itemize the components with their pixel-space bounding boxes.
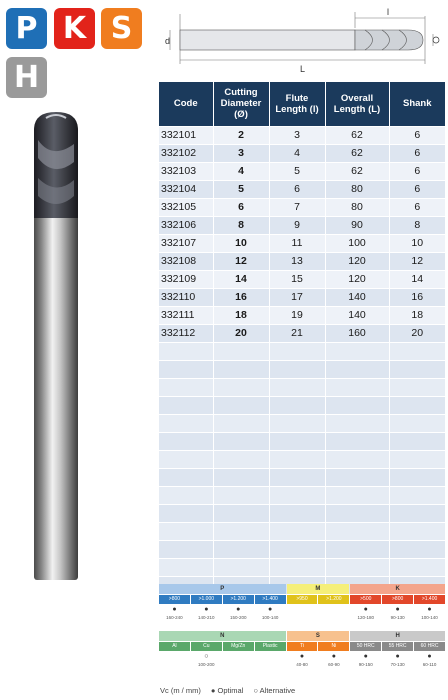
suitability-marker <box>287 605 318 614</box>
table-row <box>159 252 445 270</box>
cell-overall-length <box>325 396 389 414</box>
cell-shank: 6 <box>389 198 445 216</box>
cell-overall-length: 100 <box>325 234 389 252</box>
cell-diameter: 10 <box>213 234 269 252</box>
cell-diameter: 2 <box>213 126 269 144</box>
cell-shank: 6 <box>389 126 445 144</box>
suitability-marker: ● <box>363 606 368 613</box>
cell-flute-length: 17 <box>269 288 325 306</box>
cell-code <box>159 558 213 576</box>
material-subgroup: >1.400 <box>414 595 445 604</box>
cell-flute-length <box>269 450 325 468</box>
header-code: Code <box>159 82 213 126</box>
cell-overall-length: 90 <box>325 216 389 234</box>
cell-overall-length: 120 <box>325 270 389 288</box>
material-group-h: H <box>350 631 445 641</box>
table-row-empty <box>159 504 445 522</box>
table-row-empty <box>159 432 445 450</box>
cell-code: 332111 <box>159 306 213 324</box>
dim-L: L <box>300 64 306 74</box>
cell-diameter <box>213 504 269 522</box>
cell-code: 332110 <box>159 288 213 306</box>
cell-flute-length <box>269 558 325 576</box>
cell-code: 332108 <box>159 252 213 270</box>
cell-diameter: 3 <box>213 144 269 162</box>
material-subgroup: >800 <box>159 595 190 604</box>
suitability-marker: ○ <box>204 653 209 660</box>
cell-flute-length: 5 <box>269 162 325 180</box>
cell-diameter <box>213 378 269 396</box>
cell-code: 332102 <box>159 144 213 162</box>
material-subgroup: Al <box>159 642 190 651</box>
suitability-marker: ● <box>427 606 432 613</box>
cell-diameter: 6 <box>213 198 269 216</box>
cutting-speed-range: 100-140 <box>261 615 279 620</box>
cell-shank: 6 <box>389 180 445 198</box>
cell-overall-length: 120 <box>325 252 389 270</box>
suitability-marker: ● <box>363 653 368 660</box>
dim-diameter-icon <box>433 37 439 43</box>
material-subgroup: Ti <box>287 642 318 651</box>
cell-overall-length <box>325 486 389 504</box>
material-subgroup: Ni <box>318 642 349 651</box>
cell-diameter <box>213 414 269 432</box>
table-header-row <box>159 82 445 126</box>
cell-shank: 16 <box>389 288 445 306</box>
cell-code: 332112 <box>159 324 213 342</box>
spec-table <box>159 82 445 594</box>
material-subgroup: Plastic <box>255 642 286 651</box>
cell-diameter: 8 <box>213 216 269 234</box>
table-row <box>159 180 445 198</box>
cell-diameter <box>213 486 269 504</box>
cell-diameter <box>213 558 269 576</box>
cell-flute-length <box>269 360 325 378</box>
header-shank: Shank <box>389 82 445 126</box>
material-subgroup: Cu <box>191 642 222 651</box>
cutting-speed-range: 90-130 <box>390 615 405 620</box>
material-group-p: P <box>159 584 286 594</box>
cell-diameter: 18 <box>213 306 269 324</box>
cutting-speed-range: 70-130 <box>390 662 405 667</box>
cell-shank <box>389 378 445 396</box>
cutting-speed-range: 160-240 <box>166 615 183 620</box>
suitability-marker: ● <box>172 606 177 613</box>
cell-flute-length <box>269 432 325 450</box>
cell-flute-length: 15 <box>269 270 325 288</box>
cutting-speed-range: 40-80 <box>296 662 308 667</box>
cell-overall-length <box>325 342 389 360</box>
cell-shank <box>389 396 445 414</box>
cell-shank <box>389 342 445 360</box>
cell-overall-length <box>325 522 389 540</box>
cell-code: 332101 <box>159 126 213 144</box>
ball-end-mill-photo <box>26 100 86 585</box>
cell-overall-length <box>325 540 389 558</box>
cell-shank <box>389 522 445 540</box>
table-row <box>159 126 445 144</box>
table-row <box>159 288 445 306</box>
material-group-m: M <box>287 584 350 594</box>
table-row-empty <box>159 378 445 396</box>
cutting-speed-range <box>223 661 254 668</box>
cell-overall-length: 80 <box>325 180 389 198</box>
header-overall-length: Overall Length (L) <box>325 82 389 126</box>
cell-code: 332107 <box>159 234 213 252</box>
material-subgroup: >950 <box>287 595 318 604</box>
cell-diameter: 5 <box>213 180 269 198</box>
table-row <box>159 216 445 234</box>
cell-flute-length <box>269 396 325 414</box>
legend <box>160 686 303 695</box>
cell-diameter <box>213 360 269 378</box>
cell-diameter: 16 <box>213 288 269 306</box>
suitability-marker: ● <box>395 606 400 613</box>
cell-shank <box>389 432 445 450</box>
table-row-empty <box>159 360 445 378</box>
cell-code <box>159 414 213 432</box>
cell-shank <box>389 414 445 432</box>
material-badge-s: S <box>101 8 142 49</box>
suitability-marker: ● <box>204 606 209 613</box>
table-row-empty <box>159 540 445 558</box>
cutting-speed-range: 90-150 <box>358 662 373 667</box>
cell-flute-length <box>269 486 325 504</box>
cell-overall-length: 62 <box>325 126 389 144</box>
cell-flute-length: 9 <box>269 216 325 234</box>
suitability-marker: ● <box>299 653 305 660</box>
cutting-speed-range <box>318 614 349 621</box>
cell-flute-length: 19 <box>269 306 325 324</box>
table-row-empty <box>159 468 445 486</box>
cell-diameter: 4 <box>213 162 269 180</box>
cutting-speed-range: 120-180 <box>357 615 375 620</box>
cutting-speed-range: 140-210 <box>198 615 215 620</box>
legend-alternative: ○ Alternative <box>253 686 296 695</box>
cutting-speed-range <box>255 661 286 668</box>
cell-flute-length: 21 <box>269 324 325 342</box>
cell-shank <box>389 468 445 486</box>
cell-overall-length: 140 <box>325 288 389 306</box>
cell-diameter: 12 <box>213 252 269 270</box>
cell-shank <box>389 450 445 468</box>
table-row-empty <box>159 396 445 414</box>
cell-diameter <box>213 540 269 558</box>
legend-vc: Vc (m / mm) <box>160 686 201 695</box>
material-subgroup: >800 <box>382 595 413 604</box>
cell-flute-length: 7 <box>269 198 325 216</box>
cell-shank <box>389 504 445 522</box>
material-group-n: N <box>159 631 286 641</box>
cell-code: 332109 <box>159 270 213 288</box>
cell-code <box>159 468 213 486</box>
material-subgroup: >1.200 <box>223 595 254 604</box>
table-row <box>159 270 445 288</box>
material-badge-k: K <box>54 8 95 49</box>
legend-optimal: ● Optimal <box>210 686 244 695</box>
table-row <box>159 234 445 252</box>
cell-shank <box>389 540 445 558</box>
material-group-k: K <box>350 584 445 594</box>
cell-overall-length <box>325 432 389 450</box>
cell-overall-length: 80 <box>325 198 389 216</box>
table-row <box>159 144 445 162</box>
suitability-marker: ● <box>236 606 241 613</box>
header-cutting-diameter: Cutting Diameter (Ø) <box>213 82 269 126</box>
table-row <box>159 198 445 216</box>
cell-shank: 8 <box>389 216 445 234</box>
table-row-empty <box>159 414 445 432</box>
cutting-speed-range <box>159 661 190 668</box>
cell-shank <box>389 558 445 576</box>
cutting-speed-range: 60-110 <box>422 662 437 667</box>
suitability-marker <box>159 652 190 661</box>
cell-overall-length: 160 <box>325 324 389 342</box>
cutting-speed-range: 100-200 <box>198 662 215 667</box>
cell-flute-length: 13 <box>269 252 325 270</box>
material-badge-p: P <box>6 8 47 49</box>
cell-diameter <box>213 450 269 468</box>
material-subgroup: 60 HRC <box>414 642 445 651</box>
cell-shank: 10 <box>389 234 445 252</box>
table-row-empty <box>159 522 445 540</box>
table-row-empty <box>159 450 445 468</box>
cell-diameter <box>213 468 269 486</box>
cell-shank: 14 <box>389 270 445 288</box>
cell-code <box>159 360 213 378</box>
cell-diameter: 20 <box>213 324 269 342</box>
suitability-marker <box>255 652 286 661</box>
cell-overall-length <box>325 378 389 396</box>
technical-drawing <box>160 4 445 76</box>
cell-code: 332106 <box>159 216 213 234</box>
cell-code <box>159 342 213 360</box>
header-flute-length: Flute Length (l) <box>269 82 325 126</box>
cell-overall-length <box>325 360 389 378</box>
cell-code <box>159 522 213 540</box>
cell-flute-length <box>269 342 325 360</box>
cutting-speed-range: 100-140 <box>421 615 438 620</box>
cell-shank: 20 <box>389 324 445 342</box>
cell-shank: 12 <box>389 252 445 270</box>
cell-overall-length: 62 <box>325 144 389 162</box>
table-row <box>159 306 445 324</box>
material-subgroup: >1.200 <box>318 595 349 604</box>
cell-flute-length: 3 <box>269 126 325 144</box>
cell-code <box>159 432 213 450</box>
cell-shank: 6 <box>389 144 445 162</box>
cell-diameter <box>213 432 269 450</box>
cell-code: 332104 <box>159 180 213 198</box>
cell-code: 332105 <box>159 198 213 216</box>
suitability-marker <box>318 605 349 614</box>
cell-code <box>159 378 213 396</box>
cell-overall-length <box>325 558 389 576</box>
suitability-marker: ● <box>267 606 273 613</box>
cell-flute-length <box>269 522 325 540</box>
cell-flute-length <box>269 468 325 486</box>
cell-code <box>159 396 213 414</box>
cutting-speed-range <box>287 614 318 621</box>
cell-overall-length <box>325 468 389 486</box>
cell-code <box>159 504 213 522</box>
cutting-speed-range: 60-90 <box>328 662 340 667</box>
material-subgroup: >1.400 <box>255 595 286 604</box>
cell-flute-length <box>269 540 325 558</box>
material-badge-h: H <box>6 57 47 98</box>
cutting-speed-range: 150-200 <box>229 615 247 620</box>
cell-shank: 18 <box>389 306 445 324</box>
material-grid-2 <box>159 631 446 679</box>
cell-code <box>159 540 213 558</box>
cell-overall-length <box>325 450 389 468</box>
suitability-marker: ● <box>427 653 432 660</box>
cell-shank <box>389 486 445 504</box>
cell-flute-length: 11 <box>269 234 325 252</box>
cell-code <box>159 450 213 468</box>
material-subgroup: 55 HRC <box>382 642 413 651</box>
suitability-marker: ● <box>331 653 336 660</box>
cell-shank <box>389 360 445 378</box>
cell-overall-length: 140 <box>325 306 389 324</box>
cell-diameter: 14 <box>213 270 269 288</box>
dim-l: l <box>387 7 389 17</box>
cell-code: 332103 <box>159 162 213 180</box>
suitability-marker <box>223 652 254 661</box>
material-subgroup: >500 <box>350 595 381 604</box>
table-row-empty <box>159 558 445 576</box>
cell-flute-length <box>269 504 325 522</box>
cell-flute-length: 6 <box>269 180 325 198</box>
cell-diameter <box>213 396 269 414</box>
cell-shank: 6 <box>389 162 445 180</box>
table-row <box>159 162 445 180</box>
cell-overall-length: 62 <box>325 162 389 180</box>
cell-code <box>159 486 213 504</box>
table-row <box>159 324 445 342</box>
material-subgroup: >1.000 <box>191 595 222 604</box>
material-group-s: S <box>287 631 350 641</box>
material-subgroup: Mg/Zn <box>223 642 254 651</box>
cell-flute-length <box>269 414 325 432</box>
cell-diameter <box>213 522 269 540</box>
cell-overall-length <box>325 504 389 522</box>
table-body <box>159 126 445 594</box>
material-grid-1 <box>159 584 446 622</box>
cell-flute-length: 4 <box>269 144 325 162</box>
cell-flute-length <box>269 378 325 396</box>
table-row-empty <box>159 342 445 360</box>
dim-d: d <box>165 36 171 46</box>
cell-diameter <box>213 342 269 360</box>
suitability-marker: ● <box>395 653 400 660</box>
table-row-empty <box>159 486 445 504</box>
material-subgroup: 50 HRC <box>350 642 381 651</box>
cell-overall-length <box>325 414 389 432</box>
